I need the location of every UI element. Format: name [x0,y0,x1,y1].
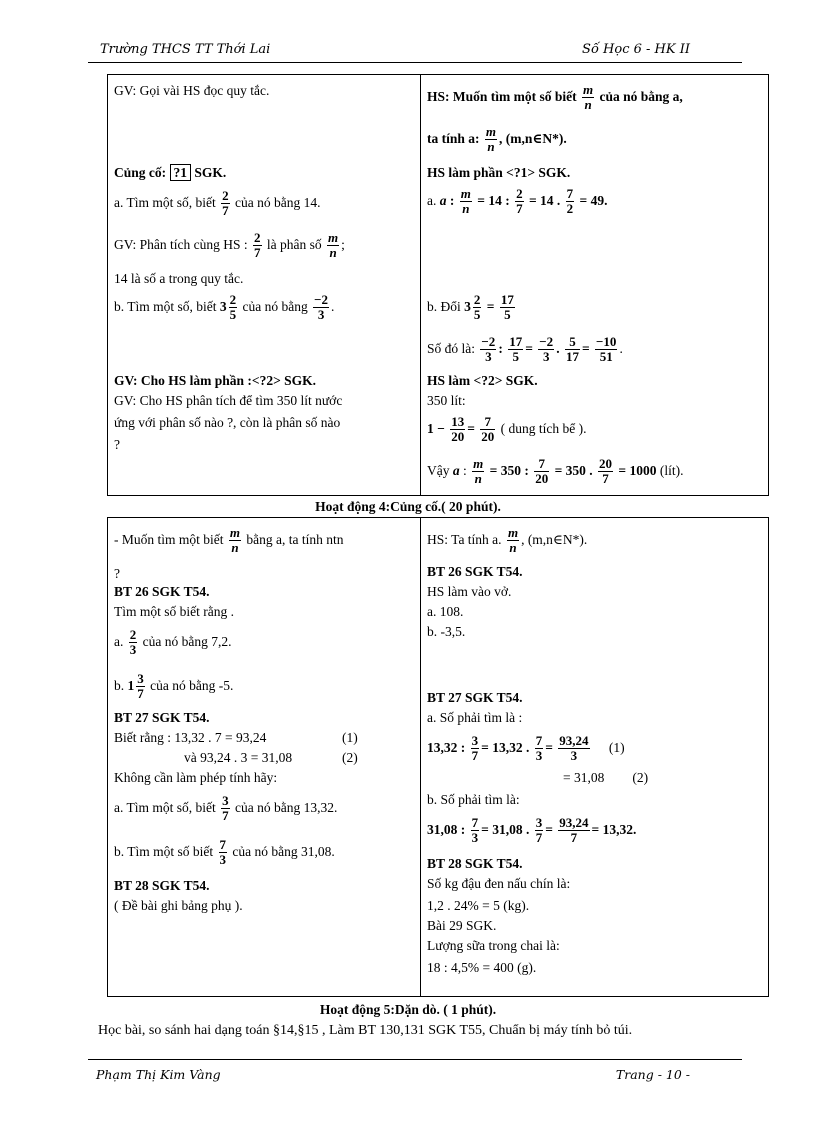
homework-text: Học bài, so sánh hai dạng toán §14,§15 , Làm BT 130,131 SGK T55, Chuẩn bị máy tính bỏ túi. [98,1023,633,1038]
text-line: Số kg đậu đen nấu chín là: [427,876,571,891]
text-line: HS: Ta tính a. $\frac{m}{n}$ , (m,n∈N*). [427,525,588,556]
text-line: a. Tìm một số, biết $\frac{2}{7}$ của nó bằng 14. [114,188,321,219]
text-line: BT 27 SGK T54. [114,710,210,725]
text-line: BT 26 SGK T54. [114,584,210,599]
text-line: và 93,24 . 3 = 31,08 (2) [184,750,358,765]
text-line: GV: Cho HS phân tích để tìm 350 lít nước [114,393,343,408]
text-line: Số đó là: $\frac{-2}{3}$ : $\frac{17}{5}$ = $\frac{-2}{3}$ . $\frac{5}{17}$ = $\frac{-10}{51}$ . [427,334,623,365]
text-line: HS làm vào vở. [427,584,512,599]
activity-4-heading: Hoạt động 4:Củng cố.( 20 phút). [315,499,501,514]
text-line: HS làm phần <?1> SGK. [427,165,571,180]
text-line: a. 108. [427,604,464,619]
text-line: 1 − $\frac{13}{20}$ = $\frac{7}{20}$ ( dung tích bể ). [427,414,587,445]
text-line: ? [114,437,120,452]
text-line: 13,32 : $\frac{3}{7}$ = 13,32 . $\frac{7}{3}$ = $\frac{93,24}{3}$ (1) [427,733,625,764]
footer-rule [88,1059,742,1060]
teacher-column [108,518,420,996]
text-line: BT 27 SGK T54. [427,690,523,705]
text-line: Củng cố: ?1 SGK. [114,165,227,180]
lesson-table-2 [107,517,769,997]
teacher-column [108,75,420,495]
text-line: GV: Cho HS làm phần :<?2> SGK. [114,373,317,388]
text-line: BT 28 SGK T54. [427,856,523,871]
text-line: Biết rằng : 13,32 . 7 = 93,24 (1) [114,730,358,745]
page-header [88,38,742,60]
text-line: = 31,08 (2) [563,770,649,785]
text-line: a. Số phải tìm là : [427,710,523,725]
text-line: b. -3,5. [427,624,466,639]
text-line: ứng với phân số nào ?, còn là phân số nào [114,415,341,430]
text-line: BT 26 SGK T54. [427,564,523,579]
text-line: a. $\frac{2}{3}$ của nó bằng 7,2. [114,627,232,658]
author-name: Phạm Thị Kim Vàng [96,1067,221,1082]
text-line: ( Đề bài ghi bảng phụ ). [114,898,243,913]
text-line: b. Tìm một số, biết 3 $\frac{2}{5}$ của nó bằng $\frac{-2}{3}$ . [114,292,335,323]
student-column [421,518,768,996]
text-line: ta tính a: $\frac{m}{n}$ , (m,n∈N*). [427,124,567,155]
text-line: Vậy a : $\frac{m}{n}$ = 350 : $\frac{7}{20}$ = 350 . $\frac{20}{7}$ = 1000 (lít). [427,456,684,487]
text-line: 1,2 . 24% = 5 (kg). [427,898,530,913]
text-line: GV: Gọi vài HS đọc quy tắc. [114,83,270,98]
activity-5-heading: Hoạt động 5:Dặn dò. ( 1 phút). [319,1002,497,1017]
text-line: ? [114,566,120,581]
text-line: HS: Muốn tìm một số biết $\frac{m}{n}$ của nó bằng a, [427,82,683,113]
subject-label: Số Học 6 - HK II [582,42,690,57]
text-line: b. Đổi 3 $\frac{2}{5}$ = $\frac{17}{5}$ [427,292,514,323]
school-name: Trường THCS TT Thới Lai [100,42,271,57]
text-line: Lượng sữa trong chai là: [427,938,560,953]
lesson-table-1 [107,74,769,496]
text-line: Không cần làm phép tính hãy: [114,770,278,785]
text-line: GV: Phân tích cùng HS : $\frac{2}{7}$ là phân số $\frac{m}{n}$ ; [114,230,345,261]
text-line: Bài 29 SGK. [427,918,497,933]
text-line: 31,08 : $\frac{7}{3}$ = 31,08 . $\frac{3}{7}$ = $\frac{93,24}{7}$ = 13,32. [427,815,637,846]
header-rule [88,62,742,63]
text-line: 18 : 4,5% = 400 (g). [427,960,537,975]
text-line: - Muốn tìm một biết $\frac{m}{n}$ bằng a, ta tính ntn [114,525,344,556]
text-line: b. 1 $\frac{3}{7}$ của nó bằng -5. [114,671,234,702]
page-number: Trang - 10 - [615,1067,690,1082]
text-line: a. a : $\frac{m}{n}$ = 14 : $\frac{2}{7}$ = 14 . $\frac{7}{2}$ = 49. [427,186,608,217]
text-line: b. Tìm một số biết $\frac{7}{3}$ của nó bằng 31,08. [114,837,335,868]
text-line: a. Tìm một số, biết $\frac{3}{7}$ của nó bằng 13,32. [114,793,338,824]
text-line: HS làm <?2> SGK. [427,373,538,388]
question-box: ?1 [170,164,192,181]
text-line: Tìm một số biết rằng . [114,604,234,619]
student-column [421,75,768,495]
text-line: BT 28 SGK T54. [114,878,210,893]
text-line: 350 lít: [427,393,466,408]
text-line: 14 là số a trong quy tắc. [114,271,244,286]
text-line: b. Số phải tìm là: [427,792,520,807]
